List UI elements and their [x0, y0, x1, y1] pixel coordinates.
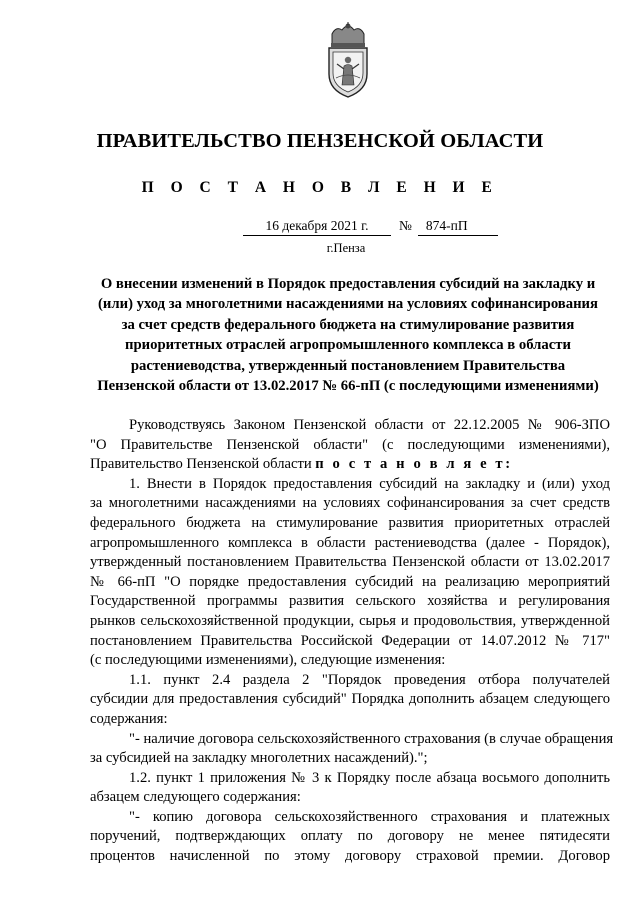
government-name: ПРАВИТЕЛЬСТВО ПЕНЗЕНСКОЙ ОБЛАСТИ: [96, 130, 544, 152]
title-line: Пензенской области от 13.02.2017 № 66-пП (с последующими изменениями): [97, 378, 599, 395]
city: г.Пенза: [326, 241, 366, 255]
body-line: процентов начисленной по этому договору страховой премии. Договор: [90, 848, 610, 865]
body-line: поручений, подтверждающих оплату по договору не менее пятидесяти: [90, 828, 610, 845]
body-line: 1. Внести в Порядок предоставления субсидий на закладку и (или) уход: [129, 475, 610, 492]
body-line: (с последующими изменениями), следующие изменения:: [90, 652, 446, 669]
decree-body: [90, 416, 614, 867]
body-line: постановлением Правительства Российской Федерации от 14.07.2012 № 717": [90, 632, 610, 649]
decree-date-number: [243, 218, 498, 236]
body-line: "- наличие договора сельскохозяйственного страхования (в случае обращения: [129, 730, 614, 747]
title-line: приоритетных отраслей агропромышленного комплекса в области: [125, 337, 571, 354]
body-line: Руководствуясь Законом Пензенской области от 22.12.2005 № 906-ЗПО: [129, 417, 610, 433]
body-line: 1.2. пункт 1 приложения № 3 к Порядку после абзаца восьмого дополнить: [129, 769, 610, 786]
body-line: содержания:: [90, 710, 168, 727]
decree-number: 874-пП: [418, 218, 498, 236]
title-line: растениеводства, утвержденный постановлением Правительства: [130, 357, 566, 374]
body-line: [90, 455, 610, 475]
number-sign: №: [399, 218, 412, 233]
body-line: "- копию договора сельскохозяйственного страхования и платежных: [129, 808, 610, 825]
body-line-prefix: Правительство Пензенской области: [90, 456, 316, 473]
body-line: агропромышленного комплекса в области растениеводства (далее - Порядок),: [90, 534, 610, 551]
body-line: федерального бюджета на стимулирование развития приоритетных отраслей: [90, 514, 610, 531]
title-line: за счет средств федерального бюджета на стимулирование развития: [121, 316, 575, 333]
decree-date: 16 декабря 2021 г.: [243, 218, 391, 236]
title-line: (или) уход за многолетними насаждениями на условиях софинансирования: [98, 296, 598, 313]
body-line: № 66-пП "О порядке предоставления субсидий на реализацию мероприятий: [90, 573, 610, 590]
body-line: за многолетними насаждениями на условиях софинансирования за счет средств: [90, 495, 610, 512]
document-type: П О С Т А Н О В Л Е Н И Е: [141, 179, 499, 196]
title-line: О внесении изменений в Порядок предоставления субсидий на закладку и: [100, 276, 596, 292]
coat-of-arms-icon: [322, 22, 374, 98]
body-line: абзацем следующего содержания:: [90, 789, 301, 806]
body-line: 1.1. пункт 2.4 раздела 2 "Порядок проведения отбора получателей: [129, 671, 610, 688]
decree-title: [87, 274, 609, 396]
decree-resolves: п о с т а н о в л я е т:: [315, 456, 513, 473]
body-line: утвержденный постановлением Правительства Пензенской области от 13.02.2017: [90, 554, 610, 571]
body-line: Государственной программы развития сельского хозяйства и регулирования: [90, 593, 610, 610]
body-line: рынков сельскохозяйственной продукции, сырья и продовольствия, утвержденной: [90, 612, 610, 629]
body-line: за субсидией на закладку многолетних насаждений).";: [90, 750, 428, 767]
body-line: "О Правительстве Пензенской области" (с последующими изменениями),: [90, 436, 610, 453]
body-line: субсидии для предоставления субсидий" Порядка дополнить абзацем следующего: [90, 691, 610, 708]
